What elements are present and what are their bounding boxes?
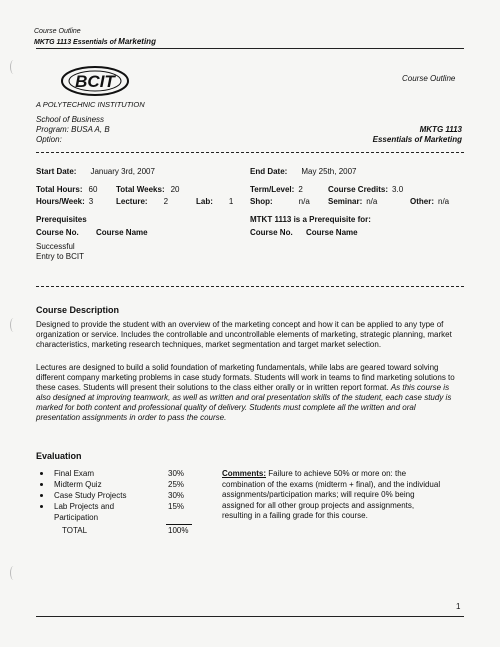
eval-total-label: TOTAL [62, 526, 88, 535]
punch-hole [10, 566, 17, 580]
comments-text: Failure to achieve 50% or more on: the combination of the exams (midterm + final), and the individual assignments/participation marks; will require 0% being assigned for all other group projects and assignments, resulting in a failing grade for this course. [222, 469, 441, 521]
punch-hole [10, 318, 17, 332]
school-name: School of Business [36, 115, 105, 124]
prereq-for-course-name: Course Name [306, 228, 358, 237]
start-date: Start Date: January 3rd, 2007 [36, 167, 155, 176]
lab-hours: Lab: 1 [196, 197, 234, 206]
prereq-entry-1: Successful [36, 242, 75, 251]
other-hours: Other: n/a [410, 197, 450, 206]
rule-3 [36, 286, 464, 287]
header-line1: Course Outline [34, 28, 81, 35]
total-rule [166, 524, 192, 525]
total-weeks: Total Weeks: 20 [116, 185, 180, 194]
end-date: End Date: May 25th, 2007 [250, 167, 357, 176]
hours-week: Hours/Week: 3 [36, 197, 94, 206]
prereq-entry-2: Entry to BCIT [36, 252, 85, 261]
description-p2-plain: Lectures are designed to build a solid foundation of marketing fundamentals, while labs are geared toward solving different company marketing problems in case study formats. Students will work in teams to find marketing solutions to these cases. Students will present their solutions to the class either orally or in written report format. [36, 363, 455, 392]
course-credits: Course Credits: 3.0 [328, 185, 404, 194]
program: Program: BUSA A, B [36, 125, 110, 134]
logo-text: BCIT [75, 72, 115, 91]
prereq-for-course-no: Course No. [250, 228, 293, 237]
description-p2-italic: As this course is also designed at improving teamwork, as well as written and oral presentation skills of the student, each case study is marked for both content and professional quality of delivery. Students must complete all the written and oral presentation assignments in order to pass the course. [36, 383, 452, 422]
page-number: 1 [456, 602, 461, 611]
eval-item: Case Study Projects 30% [40, 491, 200, 501]
punch-hole [10, 60, 17, 74]
eval-item: Final Exam 30% [40, 469, 200, 479]
right-title: Course Outline [402, 74, 456, 83]
description-title: Course Description [36, 305, 120, 315]
description-p1: Designed to provide the student with an overview of the marketing concept and how it can be applied to any type of organization or service. Includes the controllable and uncontrollable elements of marketing, strategic planning, market characteristics, marketing research techniques, market segmentation and target market selection. [36, 320, 452, 349]
term-level: Term/Level: 2 [250, 185, 303, 194]
course-code: MKTG 1113 [419, 125, 462, 134]
seminar-hours: Seminar: n/a [328, 197, 378, 206]
header-line2 [34, 37, 156, 46]
bcit-logo [60, 64, 130, 98]
prereq-course-name: Course Name [96, 228, 148, 237]
description-p2 [36, 363, 456, 423]
eval-total-pct: 100% [168, 526, 189, 535]
header-course: MKTG 1113 Essentials of [34, 39, 119, 46]
option: Option: [36, 135, 62, 144]
header-rule [36, 48, 464, 49]
comments-label: Comments: [222, 469, 267, 478]
shop-hours: Shop: n/a [250, 197, 310, 206]
prereq-title: Prerequisites [36, 215, 87, 224]
logo-tagline: A POLYTECHNIC INSTITUTION [36, 100, 145, 109]
footer-rule [36, 616, 464, 617]
eval-item: Midterm Quiz 25% [40, 480, 200, 490]
total-hours: Total Hours: 60 [36, 185, 98, 194]
rule-2 [36, 152, 464, 153]
eval-item: Lab Projects and 15% [40, 502, 200, 512]
course-title: Essentials of Marketing [372, 135, 462, 144]
eval-item-continued: Participation [54, 513, 99, 522]
prereq-course-no: Course No. [36, 228, 79, 237]
header-course-emph: Marketing [118, 37, 156, 46]
lecture-hours: Lecture: 2 [116, 197, 169, 206]
eval-comments [222, 469, 444, 522]
prereq-for-title: MTKT 1113 is a Prerequisite for: [250, 215, 371, 224]
evaluation-title: Evaluation [36, 451, 82, 461]
